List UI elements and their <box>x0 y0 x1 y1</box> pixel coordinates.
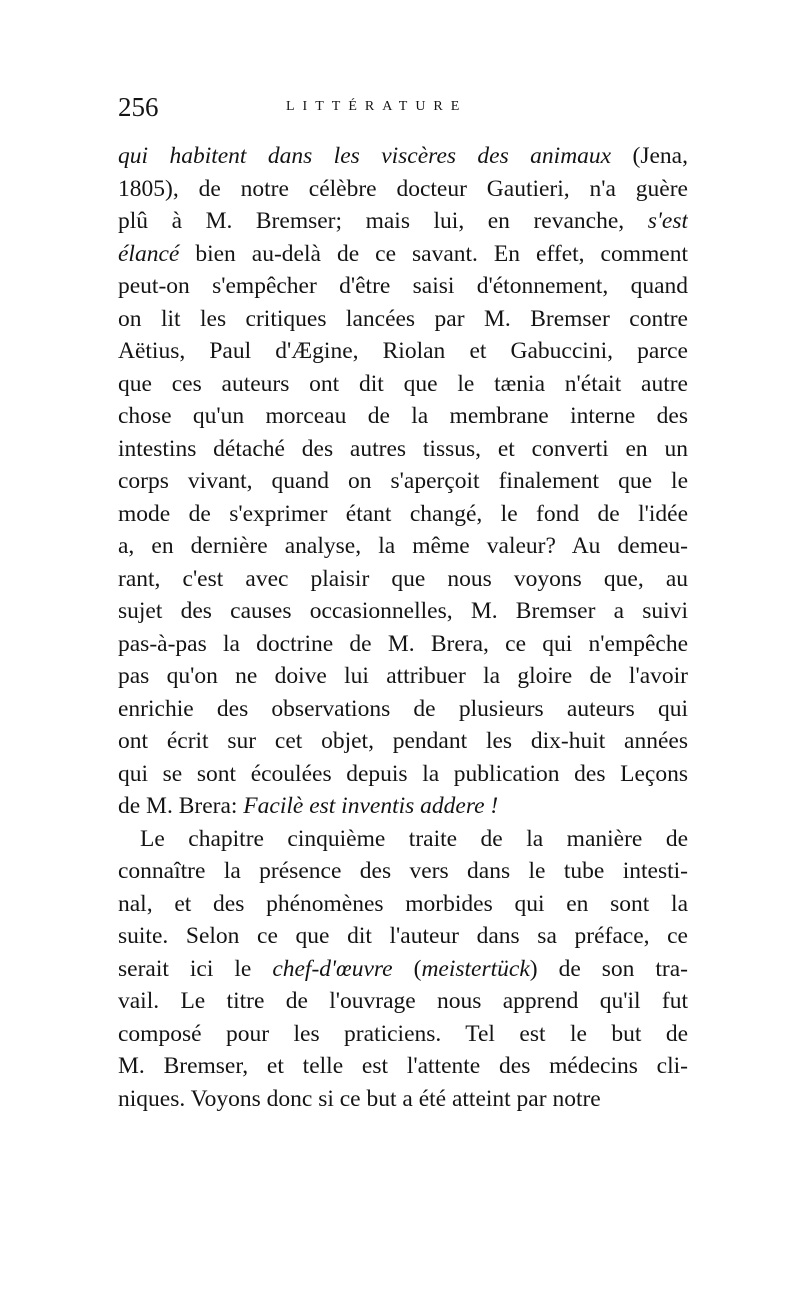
text-line <box>118 498 688 531</box>
text-line <box>118 1083 688 1116</box>
text-line <box>118 303 688 336</box>
text-segment: mode de s'exprimer étant changé, le fond de l'idée <box>118 500 688 527</box>
text-segment: chose qu'un morceau de la membrane interne des <box>118 403 688 429</box>
text-line <box>118 205 688 238</box>
text-line <box>118 920 688 953</box>
text-line <box>118 855 688 888</box>
text-segment: peut-on s'empêcher d'être saisi d'étonnement, quand <box>118 273 688 299</box>
text-line <box>118 595 688 628</box>
italic-text: chef-d'œuvre <box>272 955 393 982</box>
text-line <box>118 173 688 206</box>
running-head: LITTÉRATURE <box>286 99 468 114</box>
text-line <box>118 465 688 498</box>
text-segment: (Jena, <box>611 143 688 169</box>
text-segment: M. Bremser, et telle est l'attente des médecins cli- <box>118 1053 688 1079</box>
text-line <box>118 400 688 433</box>
text-line <box>118 1018 688 1051</box>
text-line <box>118 433 688 466</box>
text-segment: pas-à-pas la doctrine de M. Brera, ce qui n'empêche <box>118 630 688 657</box>
text-line <box>118 335 688 368</box>
text-segment: pas qu'on ne doive lui attribuer la gloire de l'avoir <box>118 663 688 689</box>
page-header <box>118 92 688 132</box>
text-line <box>118 693 688 726</box>
text-line <box>118 628 688 661</box>
text-segment: ( <box>392 955 422 982</box>
text-segment: corps vivant, quand on s'aperçoit finalement que le <box>118 468 688 494</box>
text-segment: niques. Voyons donc si ce but a été atteint par notre <box>118 1085 601 1112</box>
text-segment: composé pour les praticiens. Tel est le but de <box>118 1020 688 1047</box>
text-line <box>118 660 688 693</box>
text-segment: bien au-delà de ce savant. En effet, comment <box>179 240 688 267</box>
text-line <box>118 985 688 1018</box>
text-segment: de M. Brera: <box>118 793 244 819</box>
text-line <box>118 758 688 791</box>
text-segment: ) de son tra- <box>529 955 688 982</box>
text-segment: que ces auteurs ont dit que le tænia n'était autre <box>118 370 688 397</box>
text-segment: 1805), de notre célèbre docteur Gautieri, n'a guère <box>118 175 688 202</box>
text-line <box>118 563 688 596</box>
text-segment: Le chapitre cinquième traite de la manière de <box>140 825 688 852</box>
text-line <box>118 790 688 823</box>
text-segment: suite. Selon ce que dit l'auteur dans sa préface, ce <box>118 923 688 949</box>
text-segment: plû à M. Bremser; mais lui, en revanche, <box>118 208 648 234</box>
text-segment: on lit les critiques lancées par M. Bremser contre <box>118 305 688 332</box>
italic-text: Facilè est inventis addere ! <box>243 793 499 819</box>
text-line <box>118 888 688 921</box>
text-line <box>118 823 688 856</box>
text-line <box>118 953 688 986</box>
text-segment: nal, et des phénomènes morbides qui en sont la <box>118 890 688 917</box>
italic-text: s'est <box>647 208 688 234</box>
text-line <box>118 725 688 758</box>
italic-text: qui habitent dans les viscères des animaux <box>118 143 612 169</box>
text-segment: a, en dernière analyse, la même valeur? Au demeu- <box>118 533 688 559</box>
text-segment: intestins détaché des autres tissus, et converti en un <box>118 435 688 462</box>
text-line <box>118 368 688 401</box>
italic-text: meistertück <box>421 955 530 982</box>
text-segment: enrichie des observations de plusieurs auteurs qui <box>118 695 688 722</box>
text-segment: qui se sont écoulées depuis la publication des Leçons <box>118 760 688 787</box>
body-text <box>118 140 688 1115</box>
italic-text: élancé <box>118 240 180 267</box>
page-number: 256 <box>118 92 159 122</box>
text-segment: sujet des causes occasionnelles, M. Bremser a suivi <box>118 598 688 624</box>
text-segment: ont écrit sur cet objet, pendant les dix-huit années <box>118 728 688 754</box>
text-segment: vail. Le titre de l'ouvrage nous apprend qu'il fut <box>118 988 688 1014</box>
text-line <box>118 530 688 563</box>
text-line <box>118 1050 688 1083</box>
text-segment: Aëtius, Paul d'Ægine, Riolan et Gabuccini, parce <box>118 338 688 364</box>
text-line <box>118 238 688 271</box>
text-line <box>118 140 688 173</box>
text-segment: connaître la présence des vers dans le tube intesti- <box>118 858 688 884</box>
text-segment: serait ici le <box>118 955 273 982</box>
text-line <box>118 270 688 303</box>
text-segment: rant, c'est avec plaisir que nous voyons que, au <box>118 565 688 592</box>
